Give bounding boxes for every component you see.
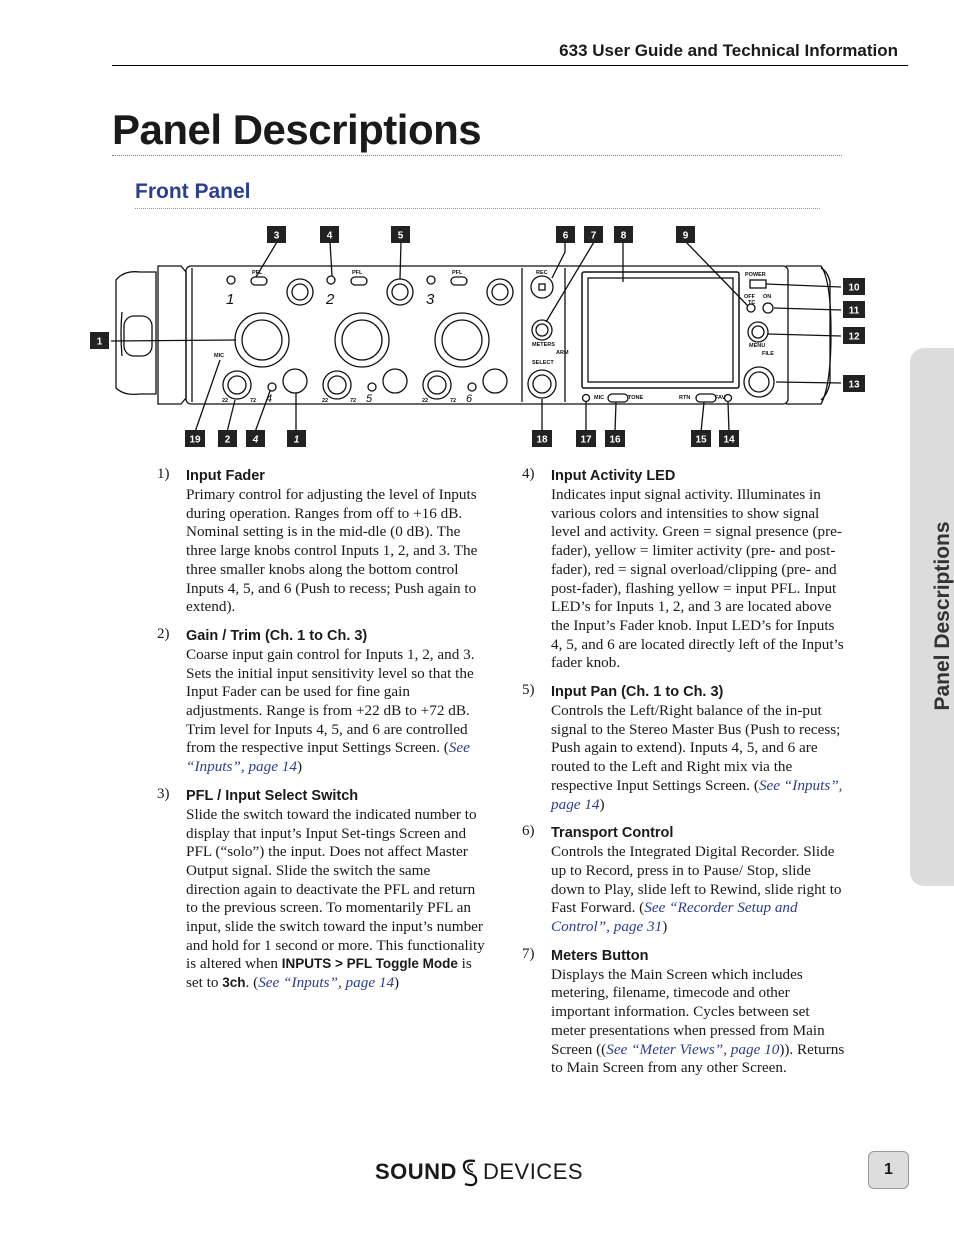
svg-text:22: 22 <box>322 398 329 404</box>
logo-swirl-icon <box>459 1157 481 1187</box>
svg-text:3: 3 <box>273 230 280 242</box>
svg-text:10: 10 <box>848 282 860 294</box>
callout-11 <box>843 301 865 318</box>
item-number: 6) <box>522 823 535 840</box>
cross-reference-link[interactable]: See “Meter Views”, page 10 <box>606 1040 780 1058</box>
item-title: Transport Control <box>551 825 674 842</box>
svg-text:MIC: MIC <box>214 353 225 359</box>
svg-text:13: 13 <box>848 379 860 391</box>
callout-8 <box>614 226 633 243</box>
svg-text:1: 1 <box>226 291 235 308</box>
callout-18 <box>532 430 552 447</box>
svg-text:9: 9 <box>682 230 689 242</box>
item-body: Controls the Left/Right balance of the in-put signal to the Stereo Master Bus (Push to recess; Push again to extend). Inputs 4, 5, and 6 are routed to the Left and Right mix via the respective Input Settings Screen. (See “Inputs”, page 14) <box>551 702 843 813</box>
left-handle <box>116 272 156 395</box>
item-number: 7) <box>522 945 535 962</box>
callout-9 <box>676 226 695 243</box>
list-item <box>157 786 487 993</box>
svg-text:PFL: PFL <box>252 270 263 276</box>
item-title: Gain / Trim (Ch. 1 to Ch. 3) <box>186 627 368 644</box>
callout-15 <box>691 430 711 447</box>
svg-text:3: 3 <box>426 291 435 308</box>
section-heading: Front Panel <box>135 180 251 203</box>
svg-text:6: 6 <box>562 230 569 242</box>
svg-text:MIC: MIC <box>594 395 605 401</box>
pan-knob-3 <box>487 279 513 305</box>
svg-text:14: 14 <box>723 434 735 446</box>
section-divider <box>135 208 820 209</box>
fader-knob-2 <box>335 313 389 367</box>
descriptions-left-column <box>157 466 487 1002</box>
list-item <box>522 682 847 814</box>
svg-text:15: 15 <box>695 434 707 446</box>
cross-reference-link[interactable]: See “Inputs”, page 14 <box>258 974 395 992</box>
gain-knob-1 <box>223 371 251 399</box>
title-divider <box>112 155 842 156</box>
svg-text:2: 2 <box>326 291 335 308</box>
item-title: Input Fader <box>186 468 265 484</box>
descriptions-right-column <box>522 466 847 1087</box>
svg-text:PFL: PFL <box>352 270 363 276</box>
item-body: Displays the Main Screen which includes metering, filename, timecode and other important information. Cycles between set meter presentations when pressed from Main Screen ((See “Meter Views”, page 10)). Returns to Main Screen from any other Screen. <box>551 965 845 1077</box>
callout-1-left <box>90 332 109 349</box>
svg-text:8: 8 <box>620 230 627 242</box>
item-number: 5) <box>522 682 535 699</box>
svg-text:REC: REC <box>536 270 548 276</box>
item-number: 2) <box>157 625 170 642</box>
list-item <box>522 466 847 673</box>
item-number: 1) <box>157 466 170 482</box>
svg-text:FILE: FILE <box>762 351 774 357</box>
cross-reference-link[interactable]: See “Recorder Setup and Control”, page 31 <box>551 899 798 936</box>
list-item <box>522 823 847 937</box>
item-body: Slide the switch toward the indicated number to display that input’s Input Set-tings Screen and PFL (“solo”) the input. Does not affect Master Output signal. Slide the switch the same direction again to deactivate the PFL and return to the previous screen. To momentarily PFL an input, slide the switch toward the input’s number and hold for 1 second or more. This functionality is altered when INPUTS > PFL Toggle Mode is set to 3ch. (See “Inputs”, page 14) <box>186 805 485 992</box>
cross-reference-link[interactable]: See “Inputs”, page 14 <box>186 739 470 776</box>
item-number: 3) <box>157 785 170 802</box>
callout-16 <box>605 430 625 447</box>
gain-knob-3 <box>423 371 451 399</box>
fader-knob-1 <box>235 313 289 367</box>
svg-text:1: 1 <box>293 434 300 446</box>
svg-text:5: 5 <box>397 230 404 242</box>
svg-text:METERS: METERS <box>532 342 555 348</box>
callout-12 <box>843 327 865 344</box>
svg-text:16: 16 <box>609 434 621 446</box>
panel-body <box>186 266 788 404</box>
item-body: Controls the Integrated Digital Recorder. Slide up to Record, press in to Pause/ Stop, slide down to Play, slide left to Rewind, slide right to Fast Forward. (See “Recorder Setup and Control”, page 31) <box>551 843 842 936</box>
svg-text:POWER: POWER <box>745 272 766 278</box>
svg-text:TC: TC <box>748 300 756 306</box>
transport-control <box>531 276 553 298</box>
menu-button <box>748 322 768 342</box>
callout-5 <box>391 226 410 243</box>
callout-13 <box>843 375 865 392</box>
svg-text:4: 4 <box>266 393 273 405</box>
callout-7 <box>584 226 603 243</box>
page-title: Panel Descriptions <box>112 106 482 153</box>
svg-text:MENU: MENU <box>749 343 766 349</box>
lcd-screen <box>582 272 739 388</box>
menu-path: INPUTS > PFL Toggle Mode <box>281 956 458 972</box>
item-body: Coarse input gain control for Inputs 1, 2, and 3. Sets the initial input sensitivity level so that the Input Fader can be used for fine gain adjustments. Range is from +22 dB to +72 dB. Trim level for Inputs 4, 5, and 6 are controlled from the respective input Settings Screen. (See “Inputs”, page 14) <box>186 645 475 776</box>
svg-text:17: 17 <box>580 434 592 446</box>
sound-devices-logo: SOUND DEVICES <box>375 1155 583 1189</box>
svg-text:PFL: PFL <box>452 270 463 276</box>
svg-text:SELECT: SELECT <box>532 360 554 366</box>
gain-knob-2 <box>323 371 351 399</box>
svg-text:TONE: TONE <box>628 395 644 401</box>
svg-text:4: 4 <box>326 230 333 242</box>
svg-text:22: 22 <box>422 398 429 404</box>
svg-text:5: 5 <box>366 393 373 405</box>
svg-text:72: 72 <box>350 398 357 404</box>
svg-text:12: 12 <box>848 331 860 343</box>
item-body: Primary control for adjusting the level of Inputs during operation. Ranges from off to +16 dB. Nominal setting is in the mid-dle (0 dB). The three large knobs control Inputs 1, 2, and 3. The three smaller knobs along the bottom control Inputs 4, 5, and 6 (Push to recess; Push again to extend). <box>186 486 478 616</box>
callout-19 <box>185 430 205 447</box>
running-header <box>112 38 908 66</box>
svg-text:RTN: RTN <box>679 395 691 401</box>
svg-text:2: 2 <box>224 434 231 446</box>
callout-4-bottom <box>246 430 265 447</box>
page-number: 1 <box>868 1151 909 1189</box>
callout-17 <box>576 430 596 447</box>
svg-text:11: 11 <box>848 305 860 317</box>
side-tab-label: Panel Descriptions <box>931 521 954 711</box>
svg-text:72: 72 <box>450 398 457 404</box>
item-title: Meters Button <box>551 947 649 964</box>
svg-text:4: 4 <box>252 434 259 446</box>
callout-14 <box>719 430 739 447</box>
svg-text:18: 18 <box>536 434 548 446</box>
callout-4 <box>320 226 339 243</box>
setting-value: 3ch <box>222 975 246 991</box>
list-item <box>522 946 847 1078</box>
svg-text:7: 7 <box>590 230 597 242</box>
front-panel-diagram <box>86 222 876 452</box>
svg-text:22: 22 <box>222 398 229 404</box>
pan-knob-2 <box>387 279 413 305</box>
item-title: Input Pan (Ch. 1 to Ch. 3) <box>551 684 724 701</box>
item-number: 4) <box>522 466 535 482</box>
item-body: Indicates input signal activity. Illuminates in various colors and intensities to show signal level and activity. Green = signal presence (pre-fader), yellow = limiter activity (pre- and post-fader), red = signal overload/clipping (pre- and post-fader), flashing yellow = input PFL. Input LED’s for Inputs 1, 2, and 3 are located above the Input’s Fader knob. Input LED’s for Inputs 4, 5, and 6 are located directly left of the Input’s fader knob. <box>551 486 844 672</box>
select-knob <box>528 370 556 398</box>
svg-text:OFF: OFF <box>744 294 755 300</box>
svg-text:ON: ON <box>763 294 772 300</box>
svg-text:72: 72 <box>250 398 257 404</box>
meters-button <box>532 320 552 340</box>
cross-reference-link[interactable]: See “Inputs”, page 14 <box>551 776 843 813</box>
item-title: PFL / Input Select Switch <box>186 787 359 804</box>
pan-knob-1 <box>287 279 313 305</box>
list-item <box>157 466 487 617</box>
callout-3 <box>267 226 286 243</box>
svg-text:6: 6 <box>466 393 473 405</box>
callout-1-bottom <box>287 430 306 447</box>
item-title: Input Activity LED <box>551 468 676 484</box>
callout-6 <box>556 226 575 243</box>
callout-2 <box>218 430 237 447</box>
svg-text:ARM: ARM <box>556 350 569 356</box>
fader-knob-3 <box>435 313 489 367</box>
svg-text:FAV: FAV <box>715 395 726 401</box>
callout-10 <box>843 278 865 295</box>
document-title: 633 User Guide and Technical Information <box>559 41 898 60</box>
svg-text:1: 1 <box>96 336 103 348</box>
svg-text:19: 19 <box>189 434 201 446</box>
list-item <box>157 626 487 777</box>
